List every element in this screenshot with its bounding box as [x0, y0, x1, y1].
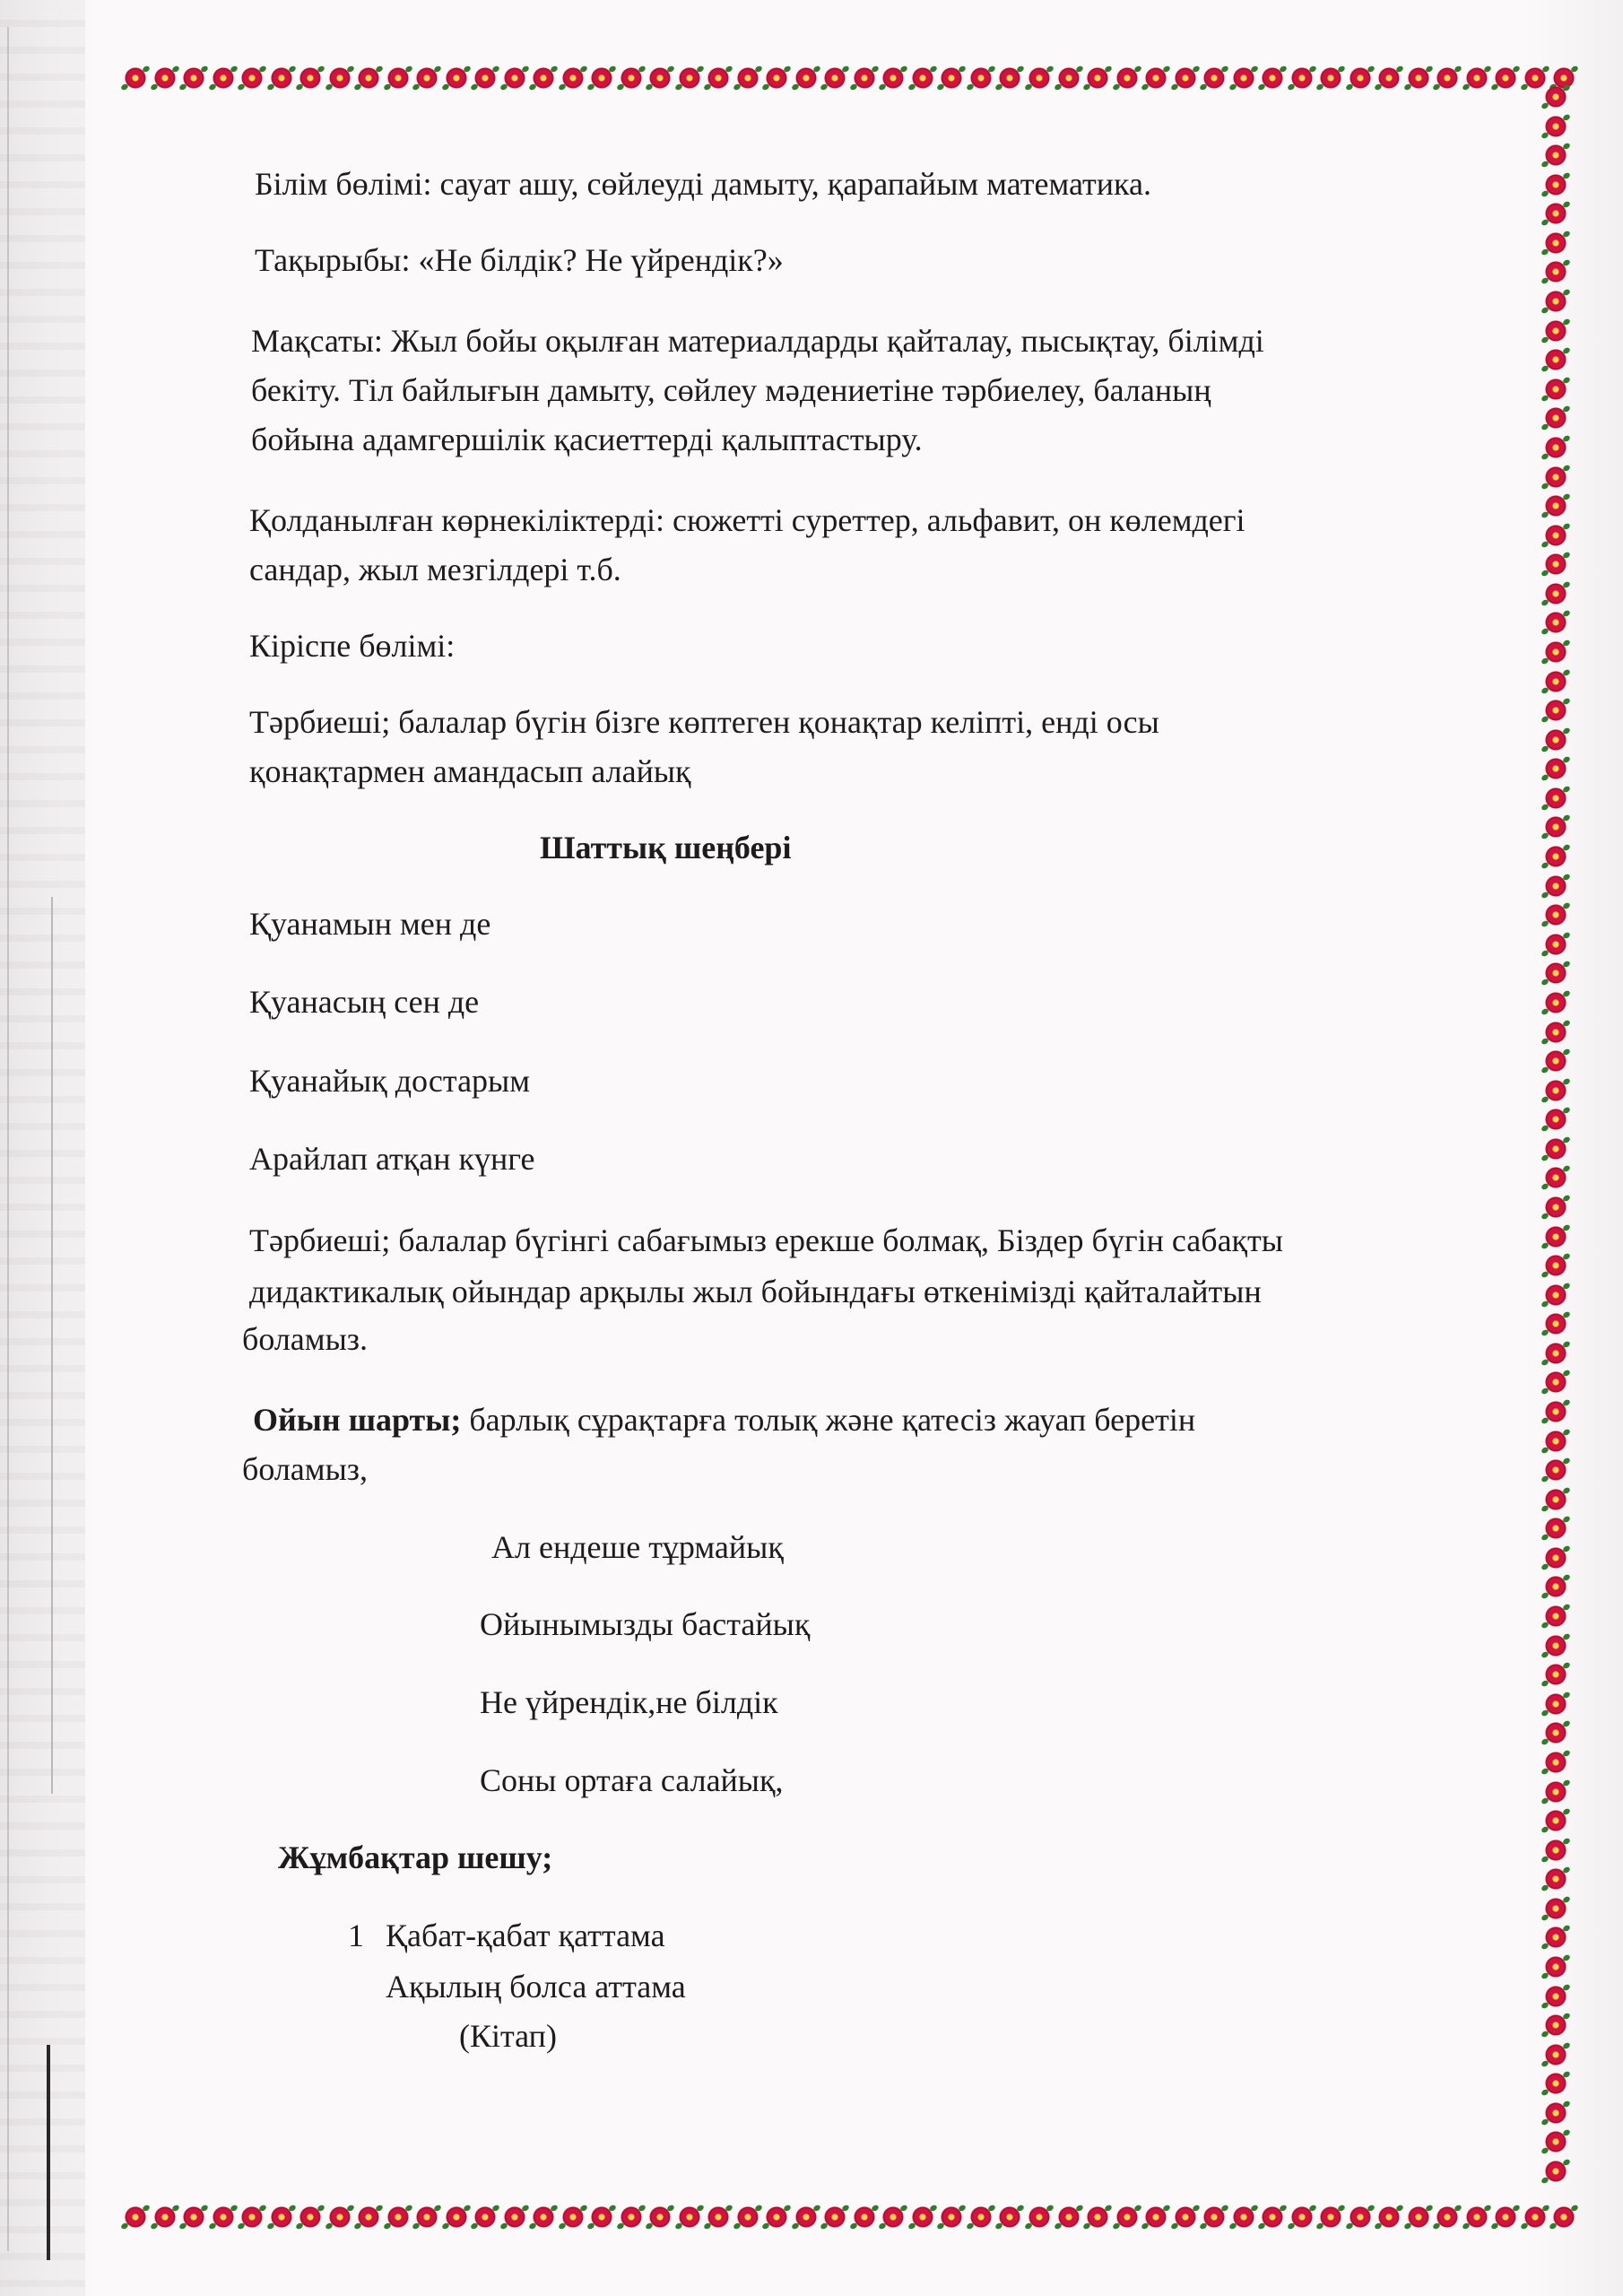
riddle-number: 1	[348, 1918, 364, 1953]
game-rule-line-2: боламыз,	[242, 1451, 368, 1487]
poem1-line: Қуанасың сен де	[249, 984, 480, 1020]
riddle-line-2: Ақылың болса аттама	[386, 1969, 686, 2005]
goal-line-2: бекіту. Тіл байлығын дамыту, сөйлеу мәдениетіне тәрбиелеу, баланың	[251, 372, 1211, 408]
joy-circle-heading: Шаттық шеңбері	[540, 830, 792, 865]
goal-line-3: бойына адамгершілік қасиеттерді қалыптастыру.	[251, 422, 923, 457]
poem2-line: Не үйрендік,не білдік	[480, 1684, 778, 1720]
game-rule-label: Ойын шарты;	[253, 1402, 462, 1438]
game-rule-text: барлық сұрақтарға толық және қатесіз жауап беретін	[461, 1402, 1196, 1438]
visual-aids-line-2: сандар, жыл мезгілдері т.б.	[249, 552, 621, 587]
education-section-line: Білім бөлімі: сауат ашу, сөйлеуді дамыту, қарапайым математика.	[255, 166, 1151, 202]
riddles-heading: Жұмбақтар шешу;	[278, 1839, 553, 1875]
goal-line-1: Мақсаты: Жыл бойы оқылған материалдарды қайталау, пысықтау, білімді	[251, 323, 1264, 359]
game-rule-line	[253, 1397, 1195, 1442]
poem2-line: Соны ортаға салайық,	[480, 1762, 784, 1798]
visual-aids-line-1: Қолданылған көрнекіліктерді: сюжетті суреттер, альфавит, он көлемдегі	[249, 502, 1245, 538]
riddle-answer: (Кітап)	[459, 2018, 557, 2054]
poem2-line: Ал ендеше тұрмайық	[491, 1529, 784, 1565]
poem1-line: Арайлап атқан күнге	[249, 1141, 535, 1177]
poem2-line: Ойынымызды бастайық	[480, 1606, 811, 1642]
intro-section-heading: Кіріспе бөлімі:	[249, 628, 456, 664]
teacher-line-2c: боламыз.	[242, 1321, 368, 1357]
teacher-line-2b: дидактикалық ойындар арқылы жыл бойындағы өткенімізді қайталайтын	[249, 1274, 1262, 1309]
riddle-line-1: Қабат-қабат қаттама	[386, 1918, 665, 1953]
teacher-line-1b: қонақтармен амандасып алайық	[249, 753, 691, 789]
topic-line: Тақырыбы: «Не білдік? Не үйрендік?»	[255, 242, 784, 278]
poem1-line: Қуанамын мен де	[249, 906, 491, 942]
poem1-line: Қуанайық достарым	[249, 1063, 531, 1099]
teacher-line-2a: Тәрбиеші; балалар бүгінгі сабағымыз ерекше болмақ, Біздер бүгін сабақты	[249, 1222, 1283, 1258]
teacher-line-1a: Тәрбиеші; балалар бүгін бізге көптеген қонақтар келіпті, енді осы	[249, 704, 1159, 740]
